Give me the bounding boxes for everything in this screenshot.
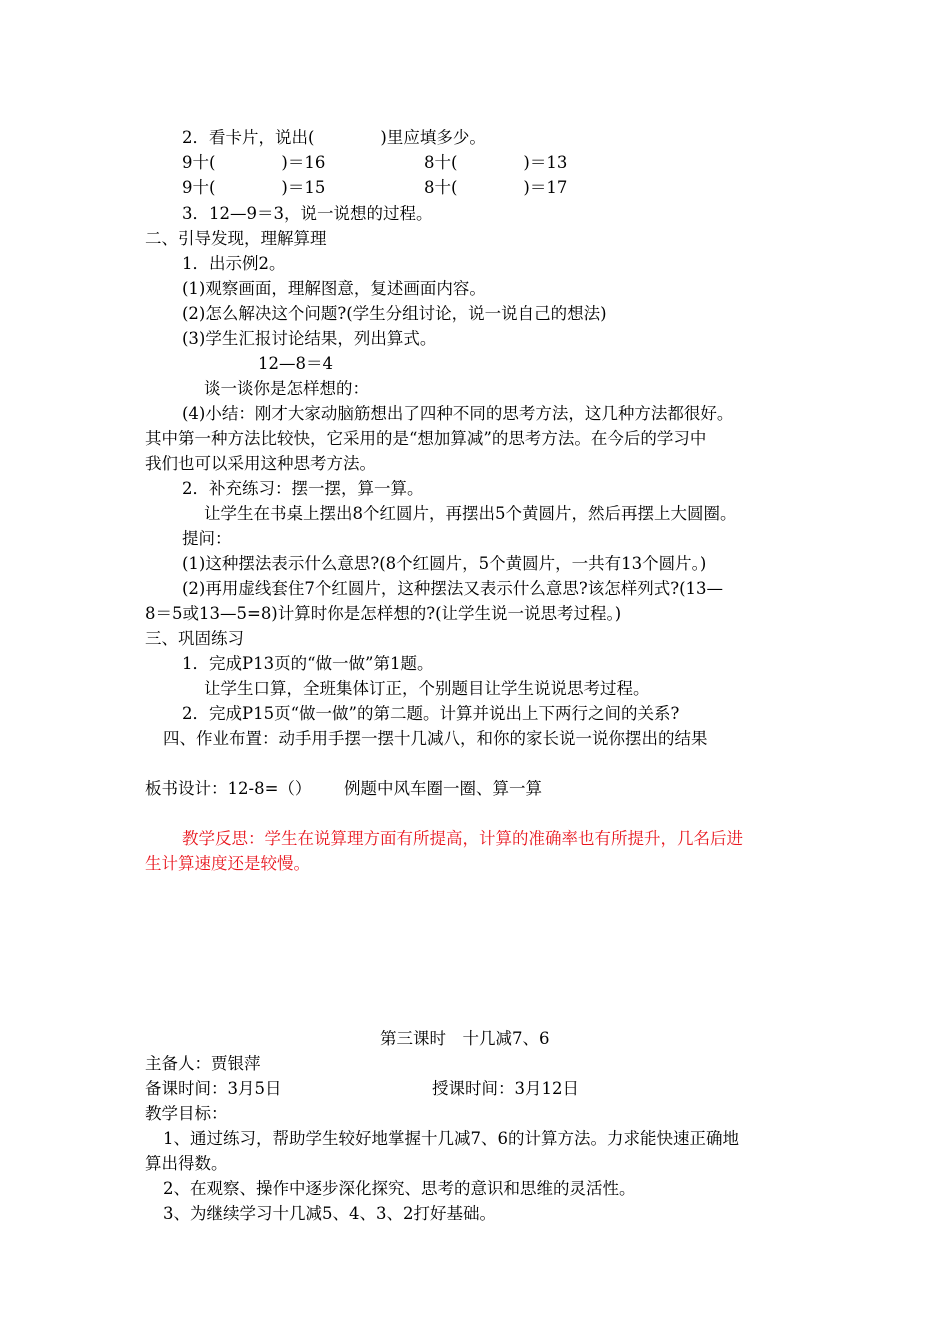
supplement-exercise-line: 2．补充练习：摆一摆，算一算。 [182, 479, 424, 498]
card-exercise-8-17: 8十( )＝17 [424, 178, 568, 197]
homework-line: 四、作业布置：动手用手摆一摆十几减八，和你的家长说一说你摆出的结果 [163, 729, 708, 748]
equation-line: 12—8＝4 [258, 354, 333, 373]
card-exercise-8-13: 8十( )＝13 [424, 153, 568, 172]
card-exercise-line: 2．看卡片，说出( )里应填多少。 [182, 128, 486, 147]
exercise-3-line: 3．12—9＝3，说一说想的过程。 [182, 204, 433, 223]
goal-2-line: 2、在观察、操作中逐步深化探究、思考的意识和思维的灵活性。 [163, 1179, 636, 1198]
card-exercise-9-15: 9十( )＝15 [182, 178, 326, 197]
example-2-line: 1．出示例2。 [182, 254, 286, 273]
question-1-line: (1)这种摆法表示什么意思?(8个红圆片，5个黄圆片，一共有13个圆片。) [182, 554, 707, 573]
board-design-content: 例题中风车圈一圈、算一算 [344, 779, 542, 798]
oral-calculation-line: 让学生口算，全班集体订正，个别题目让学生说说思考过程。 [204, 679, 650, 698]
summary-line-2: 其中第一种方法比较快，它采用的是“想加算减”的思考方法。在今后的学习中 [145, 429, 707, 448]
goal-3-line: 3、为继续学习十几减5、4、3、2打好基础。 [163, 1204, 496, 1223]
prep-time: 备课时间：3月5日 [145, 1079, 282, 1098]
step-1-line: (1)观察画面，理解图意，复述画面内容。 [182, 279, 486, 298]
section-heading-3: 三、巩固练习 [145, 629, 244, 648]
goal-1-line-1: 1、通过练习，帮助学生较好地掌握十几减7、6的计算方法。力求能快速正确地 [163, 1129, 739, 1148]
section-heading-2: 二、引导发现，理解算理 [145, 229, 327, 248]
reflection-line-1: 教学反思：学生在说算理方面有所提高，计算的准确率也有所提升，几名后进 [182, 829, 743, 848]
goals-heading: 教学目标： [145, 1104, 228, 1123]
discussion-prompt: 谈一谈你是怎样想的： [204, 379, 369, 398]
summary-line-3: 我们也可以采用这种思考方法。 [145, 454, 376, 473]
step-3-line: (3)学生汇报讨论结果，列出算式。 [182, 329, 437, 348]
practice-1-line: 1．完成P13页的“做一做”第1题。 [182, 654, 434, 673]
question-2-continued: 8＝5或13—5=8)计算时你是怎样想的?(让学生说一说思考过程。) [145, 604, 622, 623]
summary-line-1: (4)小结：刚才大家动脑筋想出了四种不同的思考方法，这几种方法都很好。 [182, 404, 734, 423]
board-design-label: 板书设计：12-8=（） [145, 779, 312, 798]
practice-2-line: 2．完成P15页“做一做”的第二题。计算并说出上下两行之间的关系? [182, 704, 680, 723]
preparer-line: 主备人：贾银萍 [145, 1054, 261, 1073]
goal-1-line-2: 算出得数。 [145, 1154, 228, 1173]
teach-time: 授课时间：3月12日 [432, 1079, 579, 1098]
lesson-title: 第三课时 十几减7、6 [380, 1029, 550, 1048]
card-exercise-9-16: 9十( )＝16 [182, 153, 326, 172]
question-2-line: (2)再用虚线套住7个红圆片，这种摆法又表示什么意思?该怎样列式?(13— [182, 579, 723, 598]
reflection-line-2: 生计算速度还是较慢。 [145, 854, 310, 873]
step-2-line: (2)怎么解决这个问题?(学生分组讨论，说一说自己的想法) [182, 304, 607, 323]
arrange-instruction: 让学生在书桌上摆出8个红圆片，再摆出5个黄圆片，然后再摆上大圆圈。 [204, 504, 737, 523]
question-label: 提问： [182, 529, 232, 548]
